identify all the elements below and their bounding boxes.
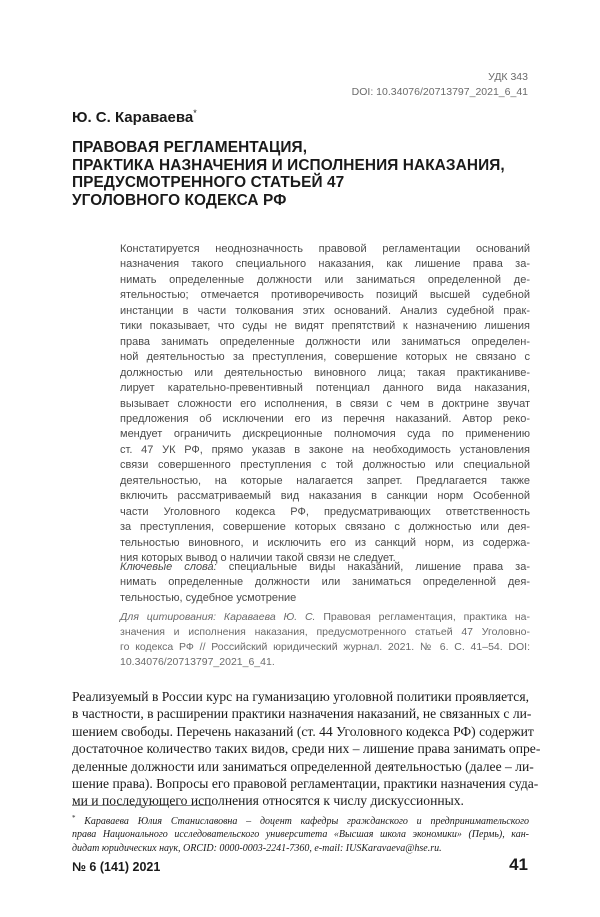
abstract-line: тики показывает, что суды не видят препятствий к назначению лишения bbox=[120, 320, 530, 333]
abstract-line: должностью или деятельностью виновного лица; такая практиканиве- bbox=[120, 366, 530, 379]
abstract-line: включить рассматриваемый вид наказания в санкции норм Особенной bbox=[120, 490, 530, 503]
footnote-line bbox=[72, 812, 529, 828]
abstract-line: тельностью виновного, и исключить его из санкций норм, из содержа- bbox=[120, 536, 530, 549]
body-line: шение права). Вопросы его правовой регламентации, практики назначения суда- bbox=[72, 776, 539, 792]
keywords-text: специальные виды наказаний, лишение права за- bbox=[216, 561, 530, 573]
footnote-line: права Национального исследовательского университета «Высшая школа экономики» (Пермь), кан- bbox=[72, 829, 529, 841]
abstract-line: предложения об исключении его из перечня наказаний. Автор реко- bbox=[120, 412, 530, 425]
author-footnote bbox=[72, 812, 529, 855]
body-line: в частности, в расширении практики назначения наказаний, не связанных с ли- bbox=[72, 706, 532, 722]
body-line: шением свободы. Перечень наказаний (ст. 44 Уголовного кодекса РФ) содержит bbox=[72, 723, 534, 739]
title-line: ПРЕДУСМОТРЕННОГО СТАТЬЕЙ 47 bbox=[72, 174, 345, 191]
citation-text: Правовая регламентация, практика на- bbox=[315, 611, 530, 623]
page-number: 41 bbox=[509, 855, 528, 874]
author-name-text: Ю. С. Караваева bbox=[72, 109, 194, 126]
citation-line bbox=[120, 610, 530, 625]
citation-label: Для цитирования: Караваева Ю. С. bbox=[120, 611, 316, 623]
body-line: Реализуемый в России курс на гуманизацию уголовной политики проявляется, bbox=[72, 689, 529, 704]
abstract-line: деятельностью, на которые налагается запрет. Предлагается также bbox=[120, 474, 530, 487]
citation-line: го кодекса РФ // Российский юридический журнал. 2021. № 6. С. 41–54. DOI: bbox=[120, 641, 530, 653]
udk-code: УДК 343 bbox=[488, 71, 528, 83]
footnote-mark: * bbox=[72, 814, 76, 822]
article-title bbox=[72, 139, 552, 209]
footnote-text: Караваева Юлия Станиславовна – доцент кафедры гражданского и предпринимательского bbox=[75, 816, 529, 827]
footnote-divider bbox=[72, 805, 212, 806]
body-line: ми и последующего исполнения относятся к числу дискуссионных. bbox=[72, 793, 464, 809]
abstract bbox=[120, 242, 530, 567]
citation-line: значения и исполнения наказания, предусмотренного статьей 47 Уголовно- bbox=[120, 626, 530, 638]
author-footnote-mark: * bbox=[193, 108, 197, 118]
abstract-line: ния которых вывод о наличии такой связи не следует. bbox=[120, 552, 396, 565]
body-line: достаточное количество таких видов, среди них – лишение права занимать опре- bbox=[72, 741, 541, 757]
keywords-line: тельностью, судебное усмотрение bbox=[120, 591, 297, 604]
abstract-line: права занимать определенные должности или заниматься определен- bbox=[120, 335, 530, 348]
doi-text: DOI: 10.34076/20713797_2021_6_41 bbox=[351, 86, 528, 98]
journal-issue: № 6 (141) 2021 bbox=[72, 860, 161, 874]
abstract-line: лирует карательно-превентивный потенциал данного вида наказания, bbox=[120, 382, 530, 395]
footnote-line: дидат юридических наук, ORCID: 0000-0003-2241-7360, e-mail: IUSKaravaeva@hse.ru. bbox=[72, 842, 442, 854]
body-line: деленные должности или заниматься определенной деятельностью (далее – ли- bbox=[72, 758, 534, 774]
title-line: ПРАКТИКА НАЗНАЧЕНИЯ И ИСПОЛНЕНИЯ НАКАЗАНИЯ, bbox=[72, 156, 505, 174]
abstract-line: ст. 47 УК РФ, прямо указав в законе на необходимость установления bbox=[120, 443, 530, 456]
abstract-line: вызывает сложности его исполнения, в связи с чем в доктрине звучат bbox=[120, 397, 530, 410]
abstract-line: части Уголовного кодекса РФ, предусматривающих ответственность bbox=[120, 505, 530, 518]
title-line: УГОЛОВНОГО КОДЕКСА РФ bbox=[72, 191, 287, 209]
abstract-line: мендует ограничить дискреционные полномочия суда по применению bbox=[120, 428, 530, 441]
keywords-line: нимать определенные должности или заниматься определенной дея- bbox=[120, 576, 530, 589]
abstract-line: связи совершенного преступления с той должностью или специальной bbox=[120, 459, 530, 472]
abstract-line: за преступления, совершение которых связано с должностью или дея- bbox=[120, 521, 530, 534]
keywords-label: Ключевые слова: bbox=[120, 561, 217, 573]
keywords-line bbox=[120, 560, 530, 575]
abstract-line: инстанции в части толкования этих оснований. Анализ судебной прак- bbox=[120, 304, 530, 317]
abstract-line: ной деятельностью за преступления, совершение которых не связано с bbox=[120, 351, 530, 364]
abstract-line: назначения такого специального наказания, как лишение права за- bbox=[120, 258, 530, 271]
author-name bbox=[72, 108, 197, 126]
abstract-line: нимать определенные должности или заниматься определенной де- bbox=[120, 273, 530, 286]
citation-line: 10.34076/20713797_2021_6_41. bbox=[120, 656, 275, 668]
keywords bbox=[120, 560, 530, 606]
abstract-line: Констатируется неоднозначность правовой регламентации оснований bbox=[120, 243, 530, 255]
article-metadata bbox=[352, 70, 528, 100]
title-line: ПРАВОВАЯ РЕГЛАМЕНТАЦИЯ, bbox=[72, 139, 308, 156]
body-paragraph bbox=[72, 688, 541, 810]
citation bbox=[120, 610, 530, 670]
abstract-line: ятельностью; отмечается противоречивость позиций высшей судебной bbox=[120, 289, 530, 302]
